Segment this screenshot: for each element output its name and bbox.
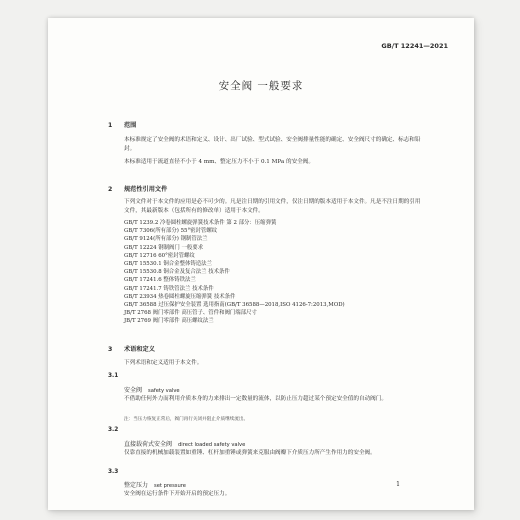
term-number: 3.3 (108, 469, 119, 475)
section-scope-heading (108, 120, 136, 129)
term-name-zh: 直接载荷式安全阀 (124, 441, 173, 448)
reference-item: JB/T 2769 阀门零部件 高压螺纹法兰 (124, 318, 214, 325)
term-name-zh: 整定压力 (124, 482, 149, 489)
term-definition: 不借助任何外力而利用介质本身的力来排出一定数量的流体，以防止压力超过某个预定安全值的自动阀门。 (124, 396, 387, 402)
reference-item: GB/T 12224 钢制阀门 一般要求 (124, 244, 204, 251)
term-note: 注：当压力恢复正常后，阀门再行关闭并阻止介质继续流出。 (124, 417, 249, 422)
term-name-en: direct loaded safety valve (178, 442, 246, 448)
term-number: 3.2 (108, 427, 119, 433)
reference-item: JB/T 2768 阀门零部件 高压管子、管件和阀门端部尺寸 (124, 310, 257, 317)
reference-item: GB/T 15530.8 铜合金及复合法兰 技术条件 (124, 269, 230, 276)
reference-item: GB/T 36588 过压保护安全装置 选用指南(GB/T 36588—2018,ISO 4126-7:2013,MOD) (124, 302, 345, 309)
section-normative-heading (108, 184, 167, 193)
term-name-zh: 安全阀 (124, 387, 143, 394)
scope-paragraph-2: 本标准适用于流道直径不小于 4 mm、整定压力不小于 0.1 MPa 的安全阀。 (124, 159, 314, 165)
section-number: 1 (108, 122, 113, 129)
term-name-en: set pressure (154, 483, 186, 489)
scope-paragraph-1: 本标准规定了安全阀的术语和定义、设计、出厂试验、型式试验、安全阀排量性能的确定、安全阀尺寸的确定、标志和铅封。 (124, 137, 421, 152)
terms-intro: 下列术语和定义适用于本文件。 (124, 360, 203, 366)
section-terms-heading (108, 344, 155, 353)
section-number: 2 (108, 186, 113, 193)
section-heading-text: 术语和定义 (124, 346, 155, 353)
reference-item: GB/T 17241.6 整体铸铁法兰 (124, 277, 196, 284)
reference-item: GB/T 12716 60°密封管螺纹 (124, 252, 195, 259)
document-page (48, 18, 474, 510)
section-heading-text: 范围 (124, 122, 137, 129)
reference-item: GB/T 9124(所有部分) 钢制管法兰 (124, 236, 208, 243)
reference-item: GB/T 7306(所有部分) 55°密封管螺纹 (124, 228, 218, 235)
term-name-en: safety valve (148, 388, 180, 394)
section-heading-text: 规范性引用文件 (124, 186, 168, 193)
page-number: 1 (396, 481, 400, 488)
reference-item: GB/T 23934 热卷圆柱螺旋压缩弹簧 技术条件 (124, 293, 236, 300)
standard-number: GB/T 12241—2021 (381, 42, 448, 50)
page-title: 安全阀 一般要求 (218, 80, 304, 92)
reference-item: GB/T 17241.7 铸铁管法兰 技术条件 (124, 285, 214, 292)
term-definition: 安全阀在运行条件下开始开启的预定压力。 (124, 491, 231, 497)
section-number: 3 (108, 346, 113, 353)
term-name (124, 385, 180, 394)
reference-item: GB/T 15530.1 铜合金整体铸造法兰 (124, 261, 212, 268)
term-definition: 仅靠直接的机械加载装置如重锤、杠杆加重锤或弹簧来克服由阀瓣下介质压力所产生作用力的安全阀。 (124, 450, 376, 456)
term-number: 3.1 (108, 373, 119, 379)
reference-list (124, 219, 345, 326)
term-name (124, 480, 186, 489)
term-name (124, 439, 245, 448)
reference-item: GB/T 1239.2 冷卷圆柱螺旋弹簧技术条件 第 2 部分：压缩弹簧 (124, 220, 277, 226)
normative-intro: 下列文件对于本文件的应用是必不可少的。凡是注日期的引用文件，仅注日期的版本适用于本文件。凡是不注日期的引用文件，其最新版本（包括所有的修改单）适用于本文件。 (124, 199, 421, 214)
